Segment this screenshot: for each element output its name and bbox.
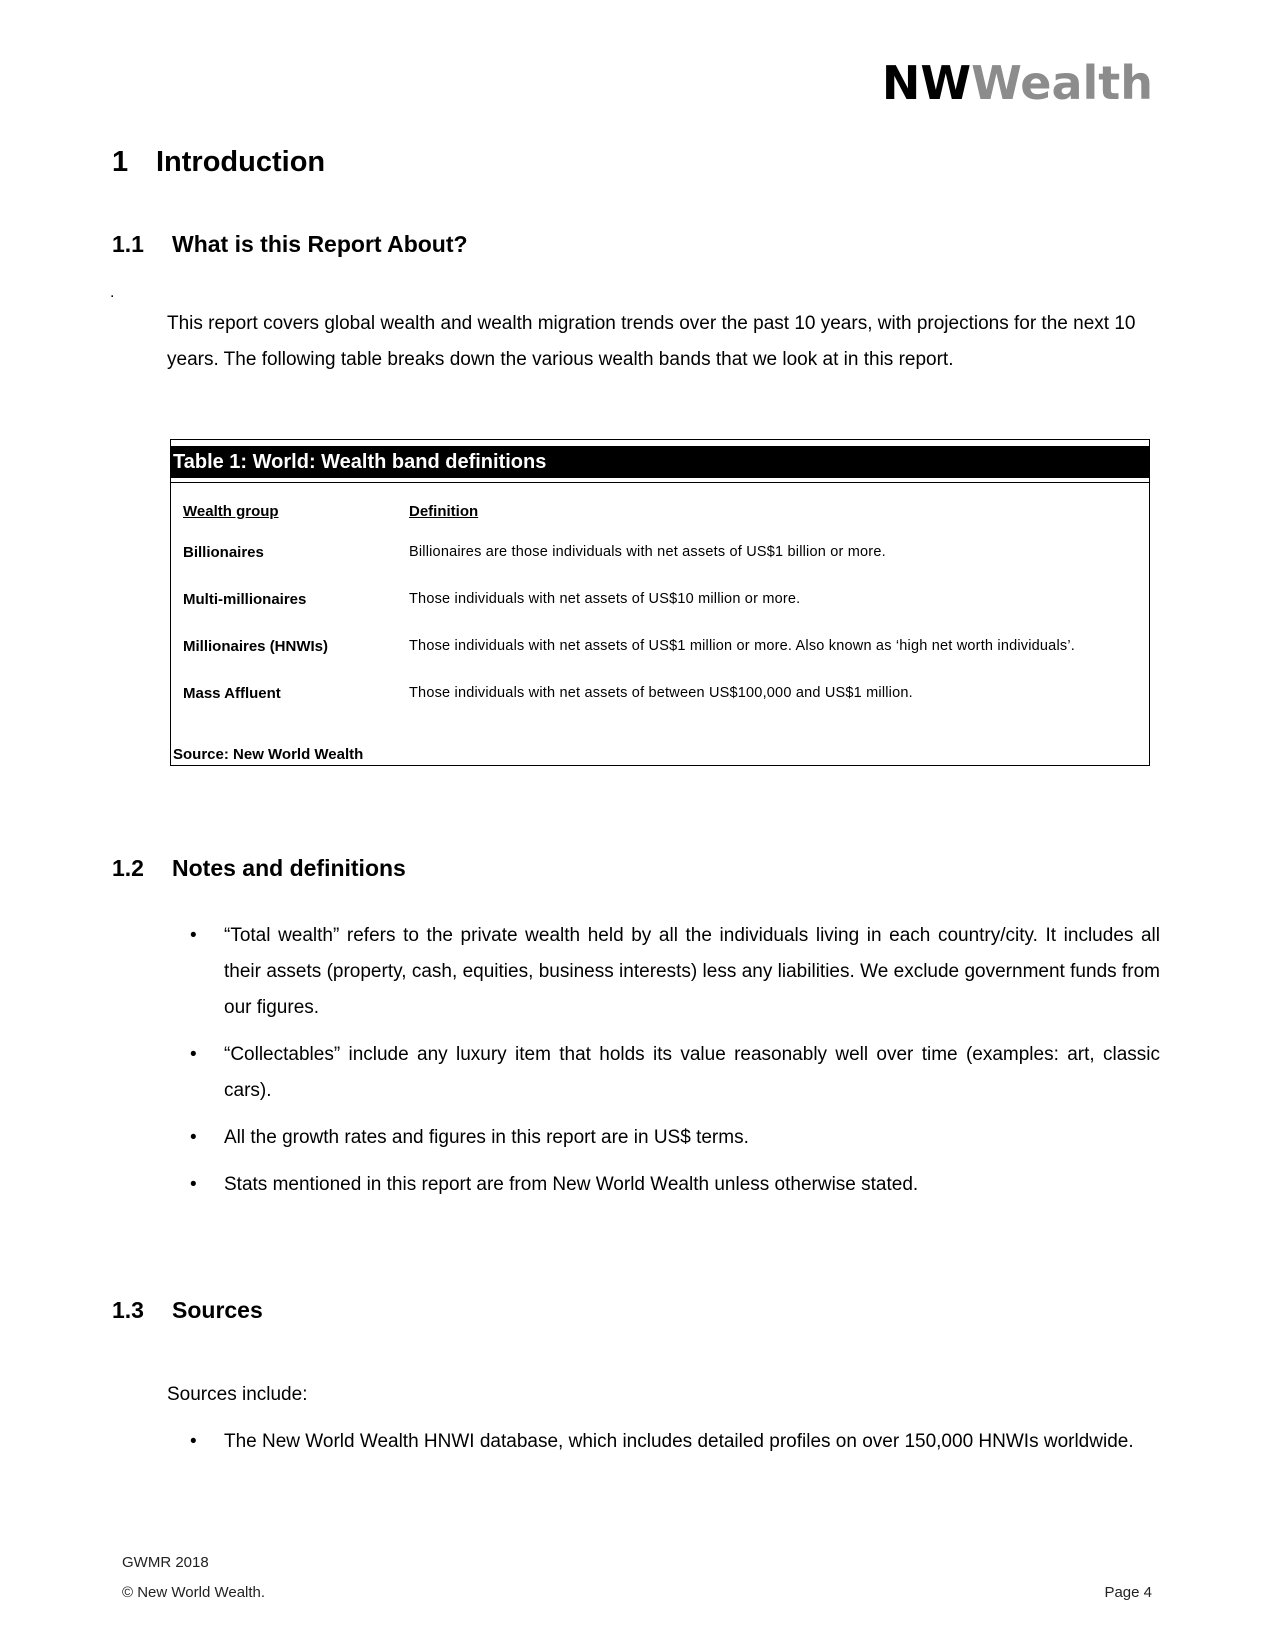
table-source: Source: New World Wealth xyxy=(173,746,364,763)
section-number: 1.2 xyxy=(112,855,144,881)
wealth-band-table xyxy=(170,439,1150,766)
table-row-definition: Those individuals with net assets of US$10 million or more. xyxy=(409,591,801,607)
footer-copyright: © New World Wealth. xyxy=(122,1584,266,1601)
footer-report-name: GWMR 2018 xyxy=(122,1554,209,1571)
bullet-icon: • xyxy=(190,1127,197,1148)
bullet-icon: • xyxy=(190,925,197,946)
section-number: 1 xyxy=(112,146,129,178)
section-1-heading xyxy=(112,146,325,179)
section-1-3-heading xyxy=(112,1297,263,1324)
table-row-group: Mass Affluent xyxy=(183,685,281,702)
column-header-wealth-group: Wealth group xyxy=(183,503,279,520)
list-item: The New World Wealth HNWI database, which includes detailed profiles on over 150,000 HNWIs worldwide. xyxy=(224,1431,1134,1452)
section-1-1-heading xyxy=(112,231,468,258)
table-row-group: Multi-millionaires xyxy=(183,591,307,608)
logo-wealth: Wealth xyxy=(971,56,1153,110)
list-item: “Total wealth” refers to the private wealth held by all the individuals living in each country/city. It includes all their assets (property, cash, equities, business interests) less any liabilities. We exclude government funds from our figures. xyxy=(224,925,1160,1018)
footer-page-number: Page 4 xyxy=(1104,1584,1152,1601)
list-item: Stats mentioned in this report are from New World Wealth unless otherwise stated. xyxy=(224,1174,919,1195)
list-item: “Collectables” include any luxury item that holds its value reasonably well over time (examples: art, classic cars). xyxy=(224,1044,1160,1101)
table-title: Table 1: World: Wealth band definitions xyxy=(171,446,1149,478)
stray-dot: . xyxy=(110,284,115,301)
table-row-definition: Those individuals with net assets of between US$100,000 and US$1 million. xyxy=(409,685,913,701)
table-row-group: Millionaires (HNWIs) xyxy=(183,638,329,655)
section-title: Introduction xyxy=(156,146,326,178)
section-number: 1.3 xyxy=(112,1297,144,1323)
table-row-group: Billionaires xyxy=(183,544,264,561)
sources-intro: Sources include: xyxy=(167,1384,308,1405)
bullet-icon: • xyxy=(190,1044,197,1065)
brand-logo xyxy=(881,56,1153,110)
column-header-definition: Definition xyxy=(409,503,479,520)
section-title: What is this Report About? xyxy=(172,231,468,257)
section-1-2-heading xyxy=(112,855,406,882)
bullet-icon: • xyxy=(190,1174,197,1195)
section-number: 1.1 xyxy=(112,231,144,257)
table-row-definition: Billionaires are those individuals with net assets of US$1 billion or more. xyxy=(409,544,886,560)
section-title: Notes and definitions xyxy=(172,855,406,881)
table-title-rule xyxy=(171,482,1149,483)
list-item: All the growth rates and figures in this report are in US$ terms. xyxy=(224,1127,749,1148)
intro-paragraph: This report covers global wealth and wealth migration trends over the past 10 years, with projections for the next 10 years. The following table breaks down the various wealth bands that we look at in this report. xyxy=(167,313,1136,370)
bullet-icon: • xyxy=(190,1431,197,1452)
section-title: Sources xyxy=(172,1297,263,1323)
logo-nw: NW xyxy=(881,56,972,110)
table-row-definition: Those individuals with net assets of US$1 million or more. Also known as ‘high net worth individuals’. xyxy=(409,638,1075,654)
